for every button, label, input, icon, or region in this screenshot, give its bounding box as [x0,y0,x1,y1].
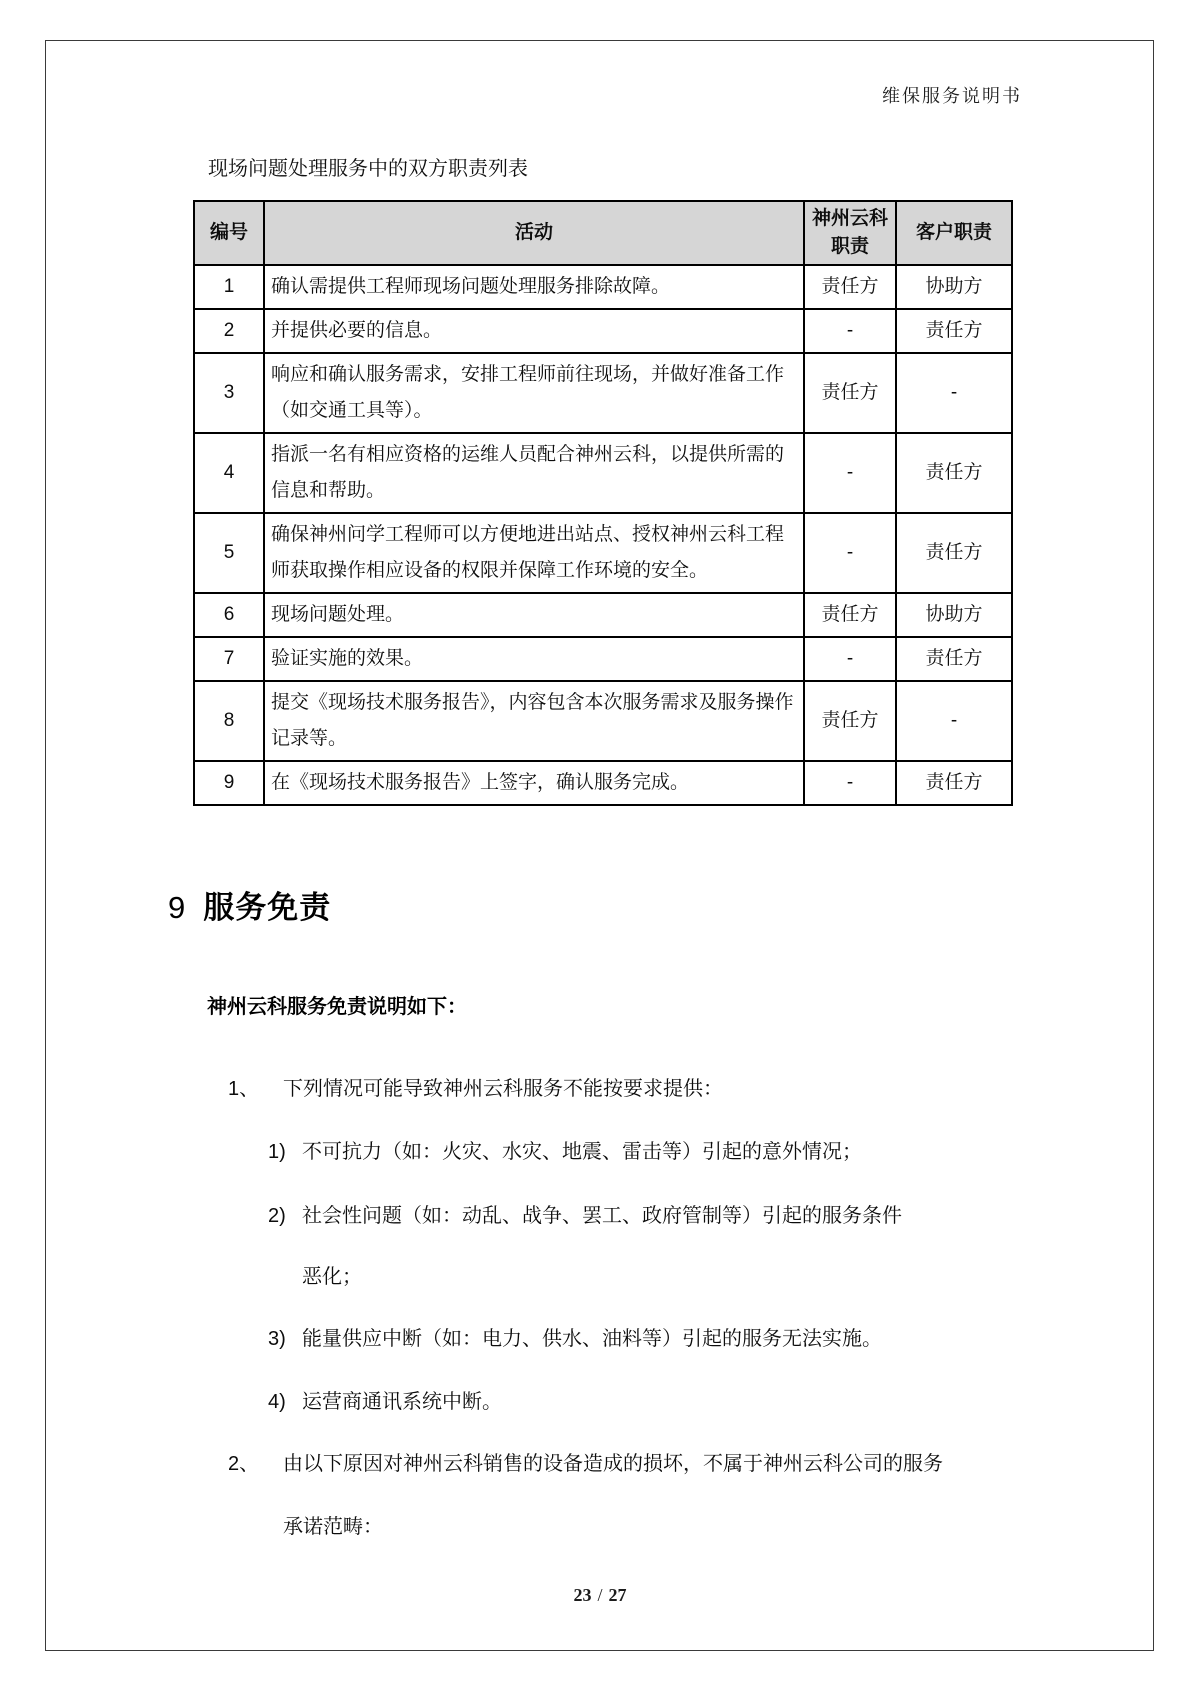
cell-no: 5 [194,513,264,593]
list-item-2 [228,1447,943,1476]
table-row [194,681,1012,761]
col-header-vendor [804,201,896,265]
table-row [194,761,1012,805]
sub-item-2-text-line1: 社会性问题（如：动乱、战争、罢工、政府管制等）引起的服务条件 [302,1205,902,1227]
table-row [194,433,1012,513]
list-item-2-text-line1: 由以下原因对神州云科销售的设备造成的损坏，不属于神州云科公司的服务 [283,1453,943,1475]
sub-item-1-text: 不可抗力（如：火灾、水灾、地震、雷击等）引起的意外情况； [302,1141,862,1163]
sub-item-2-continuation: 恶化； [302,1266,362,1288]
responsibility-table [193,200,1013,806]
cell-no: 4 [194,433,264,513]
cell-customer: - [896,353,1012,433]
cell-vendor: - [804,761,896,805]
table-row [194,513,1012,593]
cell-customer: 责任方 [896,309,1012,353]
cell-no: 7 [194,637,264,681]
sub-item-2 [268,1199,902,1228]
cell-activity: 验证实施的效果。 [264,637,804,681]
cell-no: 2 [194,309,264,353]
sub-item-3-text: 能量供应中断（如：电力、供水、油料等）引起的服务无法实施。 [302,1328,882,1350]
cell-vendor: 责任方 [804,681,896,761]
page-total: 27 [608,1585,627,1605]
page-number: 23 [573,1585,592,1605]
list-item-1-marker: 1、 [228,1078,260,1100]
intro-paragraph: 神州云科服务免责说明如下： [207,996,467,1018]
cell-vendor: - [804,309,896,353]
cell-customer: 责任方 [896,513,1012,593]
cell-customer: 协助方 [896,265,1012,309]
sub-item-4 [268,1385,502,1414]
cell-activity: 响应和确认服务需求，安排工程师前往现场，并做好准备工作（如交通工具等）。 [264,353,804,433]
cell-no: 3 [194,353,264,433]
cell-vendor: - [804,433,896,513]
table-row [194,593,1012,637]
table-row [194,353,1012,433]
table-row [194,265,1012,309]
cell-customer: 责任方 [896,637,1012,681]
cell-vendor: 责任方 [804,353,896,433]
col-header-activity: 活动 [264,201,804,265]
list-item-1 [228,1072,723,1101]
sub-item-3 [268,1322,882,1351]
section-title: 服务免责 [203,890,332,925]
cell-activity: 并提供必要的信息。 [264,309,804,353]
cell-no: 6 [194,593,264,637]
cell-no: 9 [194,761,264,805]
sub-item-4-text: 运营商通讯系统中断。 [302,1391,502,1413]
sub-item-1-marker: 1) [268,1141,286,1163]
table-title: 现场问题处理服务中的双方职责列表 [208,158,528,180]
cell-vendor: - [804,513,896,593]
cell-customer: - [896,681,1012,761]
page-separator: / [597,1585,603,1605]
section-heading [168,882,331,927]
col-header-vendor-line1: 神州云科 [811,208,888,229]
cell-customer: 责任方 [896,761,1012,805]
cell-activity: 指派一名有相应资格的运维人员配合神州云科，以提供所需的信息和帮助。 [264,433,804,513]
list-item-2-marker: 2、 [228,1453,260,1475]
table-row [194,637,1012,681]
cell-activity: 确认需提供工程师现场问题处理服务排除故障。 [264,265,804,309]
sub-item-4-marker: 4) [268,1391,286,1413]
cell-activity: 现场问题处理。 [264,593,804,637]
sub-item-2-marker: 2) [268,1205,286,1227]
sub-item-1 [268,1135,862,1164]
list-item-1-text: 下列情况可能导致神州云科服务不能按要求提供： [283,1078,723,1100]
section-number: 9 [168,890,186,925]
cell-vendor: 责任方 [804,593,896,637]
cell-vendor: - [804,637,896,681]
cell-customer: 责任方 [896,433,1012,513]
list-item-2-continuation: 承诺范畴： [283,1516,383,1538]
sub-item-3-marker: 3) [268,1328,286,1350]
cell-vendor: 责任方 [804,265,896,309]
cell-activity: 提交《现场技术服务报告》，内容包含本次服务需求及服务操作记录等。 [264,681,804,761]
cell-no: 1 [194,265,264,309]
page-footer [0,1585,1200,1606]
cell-activity: 确保神州问学工程师可以方便地进出站点、授权神州云科工程师获取操作相应设备的权限并保障工作环境的安全。 [264,513,804,593]
table-row [194,309,1012,353]
cell-customer: 协助方 [896,593,1012,637]
document-header-title: 维保服务说明书 [882,86,1022,106]
cell-no: 8 [194,681,264,761]
col-header-vendor-line2: 职责 [830,236,869,257]
table-header-row [194,201,1012,265]
cell-activity: 在《现场技术服务报告》上签字，确认服务完成。 [264,761,804,805]
col-header-customer: 客户职责 [896,201,1012,265]
col-header-no: 编号 [194,201,264,265]
